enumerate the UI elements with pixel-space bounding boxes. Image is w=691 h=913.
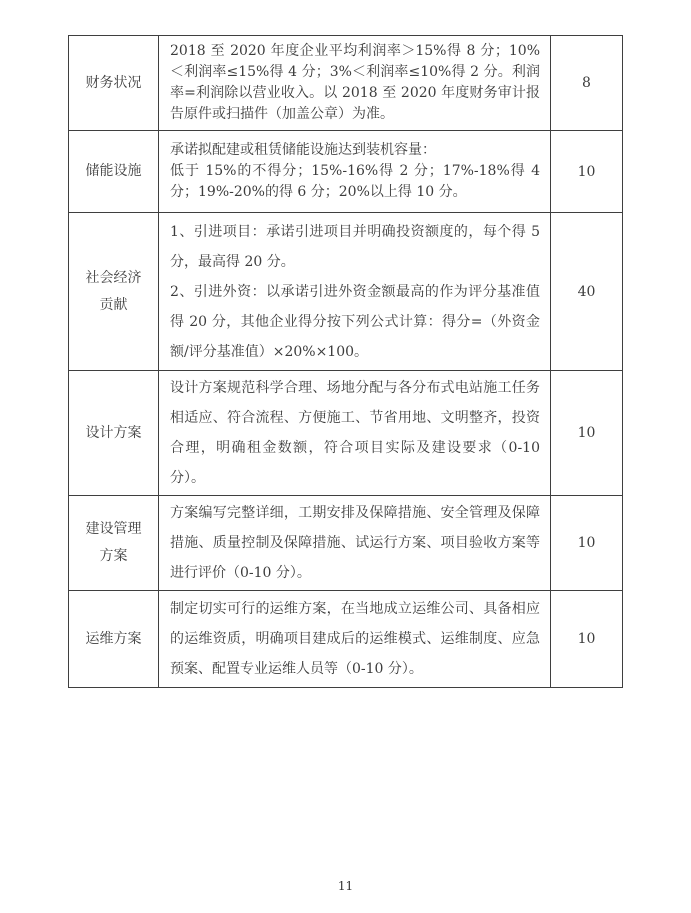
- criterion-label-cell: [69, 213, 159, 371]
- criterion-score: 40: [551, 213, 623, 371]
- criterion-label-cell: [69, 371, 159, 496]
- description-paragraph: 2018 至 2020 年度企业平均利润率＞15%得 8 分；10%＜利润率≤15%得 4 分；3%＜利润率≤10%得 2 分。利润率=利润除以营业收入。以 2018 至 2020 年度财务审计报告原件或扫描件（加盖公章）为准。: [170, 43, 540, 122]
- description-paragraph: 制定切实可行的运维方案，在当地成立运维公司、具备相应的运维资质，明确项目建成后的运维模式、运维制度、应急预案、配置专业运维人员等（0-10 分）。: [170, 601, 540, 677]
- criterion-description: [159, 496, 551, 591]
- table-row: [69, 131, 623, 213]
- criterion-label: 社会经济贡献: [85, 269, 142, 313]
- criterion-description: [159, 371, 551, 496]
- criterion-description: [159, 213, 551, 371]
- criterion-label: 财务状况: [85, 74, 142, 91]
- table-row: [69, 496, 623, 591]
- description-paragraph: 承诺拟配建或租赁储能设施达到装机容量：: [170, 142, 436, 158]
- criterion-label: 建设管理方案: [85, 521, 142, 564]
- page-number: 11: [337, 879, 354, 893]
- criterion-description: [159, 131, 551, 213]
- criterion-description: [159, 36, 551, 131]
- criterion-label: 运维方案: [85, 630, 142, 647]
- table-row: [69, 591, 623, 688]
- description-paragraph: 低于 15%的不得分；15%-16%得 2 分；17%-18%得 4 分；19%-20%的得 6 分；20%以上得 10 分。: [170, 163, 540, 200]
- criterion-score: 10: [551, 371, 623, 496]
- table-row: [69, 371, 623, 496]
- description-paragraph: 2、引进外资：以承诺引进外资金额最高的作为评分基准值得 20 分，其他企业得分按下列公式计算：得分=（外资金额/评分基准值）×20%×100。: [170, 283, 540, 360]
- table-row: [69, 213, 623, 371]
- criterion-label-cell: [69, 496, 159, 591]
- criterion-description: [159, 591, 551, 688]
- table-row: [69, 36, 623, 131]
- description-paragraph: 设计方案规范科学合理、场地分配与各分布式电站施工任务相适应、符合流程、方便施工、节省用地、文明整齐，投资合理，明确租金数额，符合项目实际及建设要求（0-10 分）。: [170, 380, 540, 486]
- criterion-score: 10: [551, 591, 623, 688]
- criterion-score: 10: [551, 496, 623, 591]
- criterion-score: 8: [551, 36, 623, 131]
- criterion-label-cell: [69, 36, 159, 131]
- scoring-table: [68, 35, 623, 688]
- criterion-label-cell: [69, 591, 159, 688]
- criterion-label: 储能设施: [85, 163, 142, 179]
- criterion-label: 设计方案: [85, 424, 142, 441]
- description-paragraph: 方案编写完整详细，工期安排及保障措施、安全管理及保障措施、质量控制及保障措施、试运行方案、项目验收方案等进行评价（0-10 分）。: [170, 505, 540, 581]
- description-paragraph: 1、引进项目：承诺引进项目并明确投资额度的，每个得 5 分，最高得 20 分。: [170, 223, 540, 270]
- criterion-label-cell: [69, 131, 159, 213]
- criterion-score: 10: [551, 131, 623, 213]
